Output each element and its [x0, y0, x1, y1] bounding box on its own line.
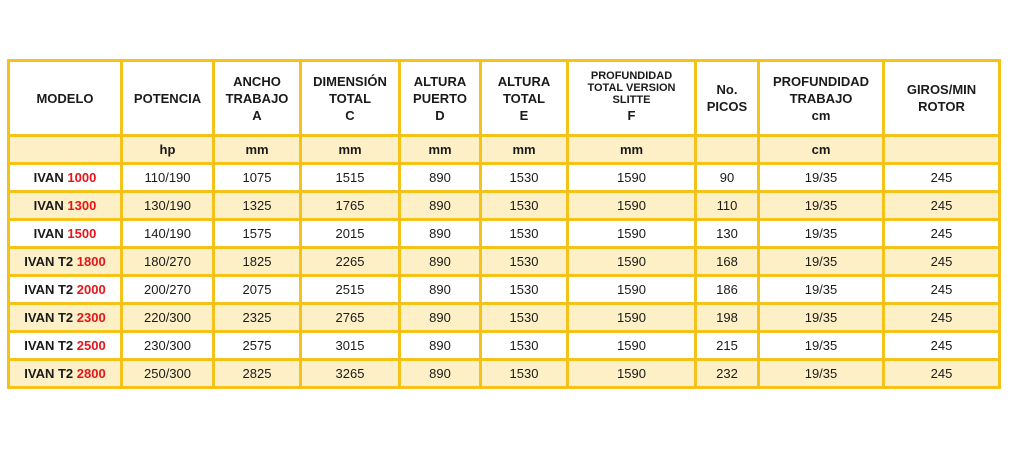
cell-potencia: 200/270 [122, 276, 214, 304]
table-row [9, 248, 1000, 276]
cell-altura-total: 1530 [481, 360, 568, 388]
cell-altura-puerto: 890 [400, 192, 481, 220]
table-row [9, 332, 1000, 360]
cell-picos: 168 [696, 248, 759, 276]
cell-giros: 245 [884, 220, 1000, 248]
cell-picos: 232 [696, 360, 759, 388]
cell-dimension: 1515 [301, 164, 400, 192]
cell-altura-puerto: 890 [400, 360, 481, 388]
cell-giros: 245 [884, 192, 1000, 220]
model-cell [9, 304, 122, 332]
model-cell [9, 220, 122, 248]
cell-altura-total: 1530 [481, 220, 568, 248]
table-row [9, 304, 1000, 332]
cell-altura-puerto: 890 [400, 304, 481, 332]
cell-ancho: 1325 [214, 192, 301, 220]
cell-altura-puerto: 890 [400, 248, 481, 276]
unit-cell: mm [400, 136, 481, 164]
cell-potencia: 180/270 [122, 248, 214, 276]
cell-picos: 130 [696, 220, 759, 248]
cell-altura-total: 1530 [481, 164, 568, 192]
header-profundidad-trabajo: PROFUNDIDAD TRABAJO cm [759, 61, 884, 136]
cell-dimension: 3265 [301, 360, 400, 388]
cell-altura-puerto: 890 [400, 164, 481, 192]
cell-altura-puerto: 890 [400, 276, 481, 304]
cell-profundidad-total: 1590 [568, 276, 696, 304]
model-number: 2000 [76, 282, 106, 297]
table-row [9, 276, 1000, 304]
header-altura-total: ALTURA TOTAL E [481, 61, 568, 136]
cell-ancho: 1075 [214, 164, 301, 192]
header-row [9, 61, 1000, 136]
model-prefix: IVAN T2 [24, 254, 77, 269]
model-cell [9, 276, 122, 304]
cell-potencia: 140/190 [122, 220, 214, 248]
cell-ancho: 1575 [214, 220, 301, 248]
table-row [9, 220, 1000, 248]
unit-cell [9, 136, 122, 164]
cell-profundidad-trabajo: 19/35 [759, 192, 884, 220]
unit-cell: mm [214, 136, 301, 164]
table-row [9, 192, 1000, 220]
header-dimension-total: DIMENSIÓN TOTAL C [301, 61, 400, 136]
cell-profundidad-total: 1590 [568, 360, 696, 388]
cell-potencia: 230/300 [122, 332, 214, 360]
cell-picos: 90 [696, 164, 759, 192]
header-profundidad-total: PROFUNDIDAD TOTAL VERSION SLITTE F [568, 61, 696, 136]
cell-potencia: 220/300 [122, 304, 214, 332]
cell-dimension: 2015 [301, 220, 400, 248]
cell-profundidad-total: 1590 [568, 192, 696, 220]
cell-giros: 245 [884, 332, 1000, 360]
model-number: 2500 [76, 338, 106, 353]
cell-profundidad-trabajo: 19/35 [759, 276, 884, 304]
cell-giros: 245 [884, 360, 1000, 388]
unit-cell: mm [481, 136, 568, 164]
cell-dimension: 2265 [301, 248, 400, 276]
cell-profundidad-total: 1590 [568, 248, 696, 276]
model-cell [9, 332, 122, 360]
model-prefix: IVAN [33, 198, 68, 213]
model-cell [9, 360, 122, 388]
table-row [9, 360, 1000, 388]
cell-giros: 245 [884, 248, 1000, 276]
cell-picos: 186 [696, 276, 759, 304]
header-modelo: MODELO [9, 61, 122, 136]
cell-profundidad-total: 1590 [568, 220, 696, 248]
cell-altura-total: 1530 [481, 332, 568, 360]
model-cell [9, 248, 122, 276]
cell-potencia: 250/300 [122, 360, 214, 388]
model-number: 2300 [76, 310, 106, 325]
unit-cell [884, 136, 1000, 164]
cell-potencia: 130/190 [122, 192, 214, 220]
cell-altura-puerto: 890 [400, 332, 481, 360]
cell-altura-total: 1530 [481, 192, 568, 220]
cell-giros: 245 [884, 164, 1000, 192]
cell-ancho: 2325 [214, 304, 301, 332]
cell-dimension: 2765 [301, 304, 400, 332]
cell-altura-total: 1530 [481, 248, 568, 276]
cell-picos: 110 [696, 192, 759, 220]
unit-cell: hp [122, 136, 214, 164]
cell-profundidad-trabajo: 19/35 [759, 248, 884, 276]
model-cell [9, 164, 122, 192]
model-number: 1800 [76, 254, 106, 269]
unit-cell: cm [759, 136, 884, 164]
cell-profundidad-trabajo: 19/35 [759, 360, 884, 388]
model-prefix: IVAN T2 [24, 338, 77, 353]
model-number: 2800 [76, 366, 106, 381]
cell-dimension: 2515 [301, 276, 400, 304]
cell-profundidad-trabajo: 19/35 [759, 304, 884, 332]
cell-profundidad-total: 1590 [568, 304, 696, 332]
header-potencia: POTENCIA [122, 61, 214, 136]
cell-altura-total: 1530 [481, 304, 568, 332]
cell-altura-puerto: 890 [400, 220, 481, 248]
cell-profundidad-trabajo: 19/35 [759, 220, 884, 248]
model-prefix: IVAN T2 [24, 282, 77, 297]
model-number: 1500 [67, 226, 97, 241]
cell-dimension: 1765 [301, 192, 400, 220]
cell-profundidad-total: 1590 [568, 332, 696, 360]
model-number: 1000 [67, 170, 97, 185]
cell-ancho: 2075 [214, 276, 301, 304]
cell-profundidad-trabajo: 19/35 [759, 332, 884, 360]
model-cell [9, 192, 122, 220]
table-row [9, 164, 1000, 192]
header-ancho-trabajo: ANCHO TRABAJO A [214, 61, 301, 136]
cell-profundidad-trabajo: 19/35 [759, 164, 884, 192]
cell-ancho: 2825 [214, 360, 301, 388]
unit-cell: mm [568, 136, 696, 164]
header-no-picos: No. PICOS [696, 61, 759, 136]
model-number: 1300 [67, 198, 97, 213]
cell-giros: 245 [884, 304, 1000, 332]
unit-cell [696, 136, 759, 164]
cell-profundidad-total: 1590 [568, 164, 696, 192]
header-giros-rotor: GIROS/MIN ROTOR [884, 61, 1000, 136]
cell-potencia: 110/190 [122, 164, 214, 192]
model-prefix: IVAN [33, 226, 68, 241]
units-row [9, 136, 1000, 164]
unit-cell: mm [301, 136, 400, 164]
cell-ancho: 2575 [214, 332, 301, 360]
header-altura-puerto: ALTURA PUERTO D [400, 61, 481, 136]
model-prefix: IVAN [33, 170, 68, 185]
spec-table [7, 59, 1001, 389]
cell-altura-total: 1530 [481, 276, 568, 304]
cell-picos: 215 [696, 332, 759, 360]
cell-ancho: 1825 [214, 248, 301, 276]
model-prefix: IVAN T2 [24, 310, 77, 325]
cell-giros: 245 [884, 276, 1000, 304]
cell-picos: 198 [696, 304, 759, 332]
cell-dimension: 3015 [301, 332, 400, 360]
model-prefix: IVAN T2 [24, 366, 77, 381]
